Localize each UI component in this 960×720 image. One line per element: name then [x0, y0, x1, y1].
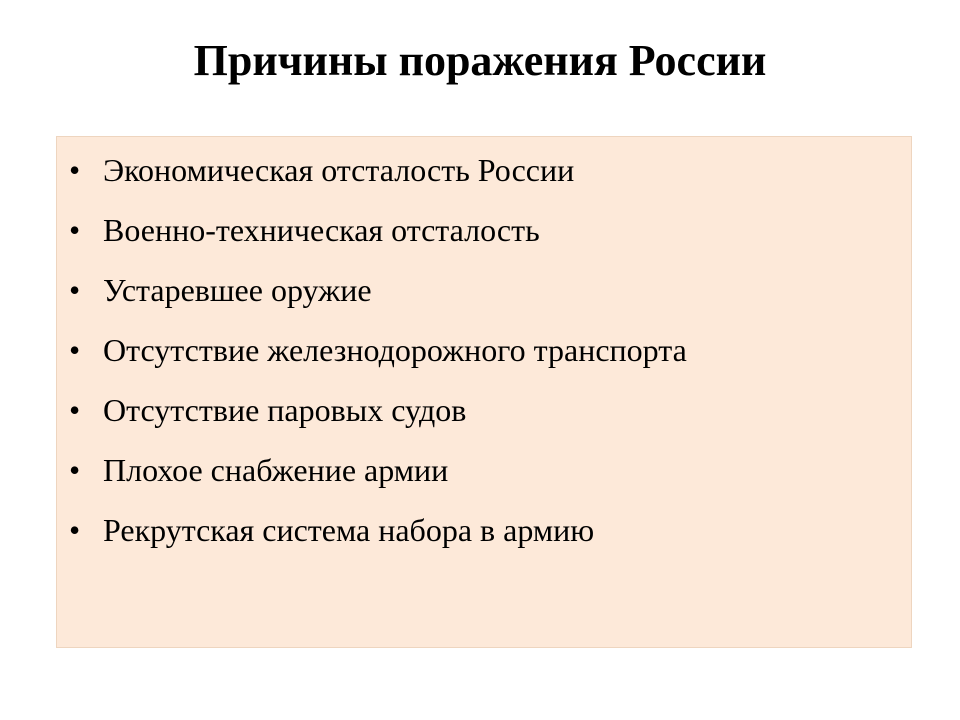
- list-item: [57, 329, 913, 389]
- bullet-icon: •: [69, 212, 81, 248]
- list-item: [57, 389, 913, 449]
- list-item-text: Отсутствие железнодорожного транспорта: [103, 332, 687, 368]
- list-item: [57, 149, 913, 209]
- list-item-text: Экономическая отсталость России: [103, 152, 575, 188]
- list-item-text: Плохое снабжение армии: [103, 452, 449, 488]
- list-item-text: Рекрутская система набора в армию: [103, 512, 595, 548]
- bullet-icon: •: [69, 392, 81, 428]
- bullet-icon: •: [69, 272, 81, 308]
- list-item-text: Устаревшее оружие: [103, 272, 372, 308]
- bullet-icon: •: [69, 152, 81, 188]
- content-box: [56, 136, 912, 648]
- slide-title: Причины поражения России: [193, 36, 767, 85]
- list-item-text: Отсутствие паровых судов: [103, 392, 467, 428]
- list-item: [57, 509, 913, 569]
- list-item: [57, 209, 913, 269]
- bullet-icon: •: [69, 452, 81, 488]
- bullet-icon: •: [69, 512, 81, 548]
- bullet-icon: •: [69, 332, 81, 368]
- list-item: [57, 449, 913, 509]
- list-item: [57, 269, 913, 329]
- list-item-text: Военно-техническая отсталость: [103, 212, 540, 248]
- bullet-list: [57, 149, 913, 569]
